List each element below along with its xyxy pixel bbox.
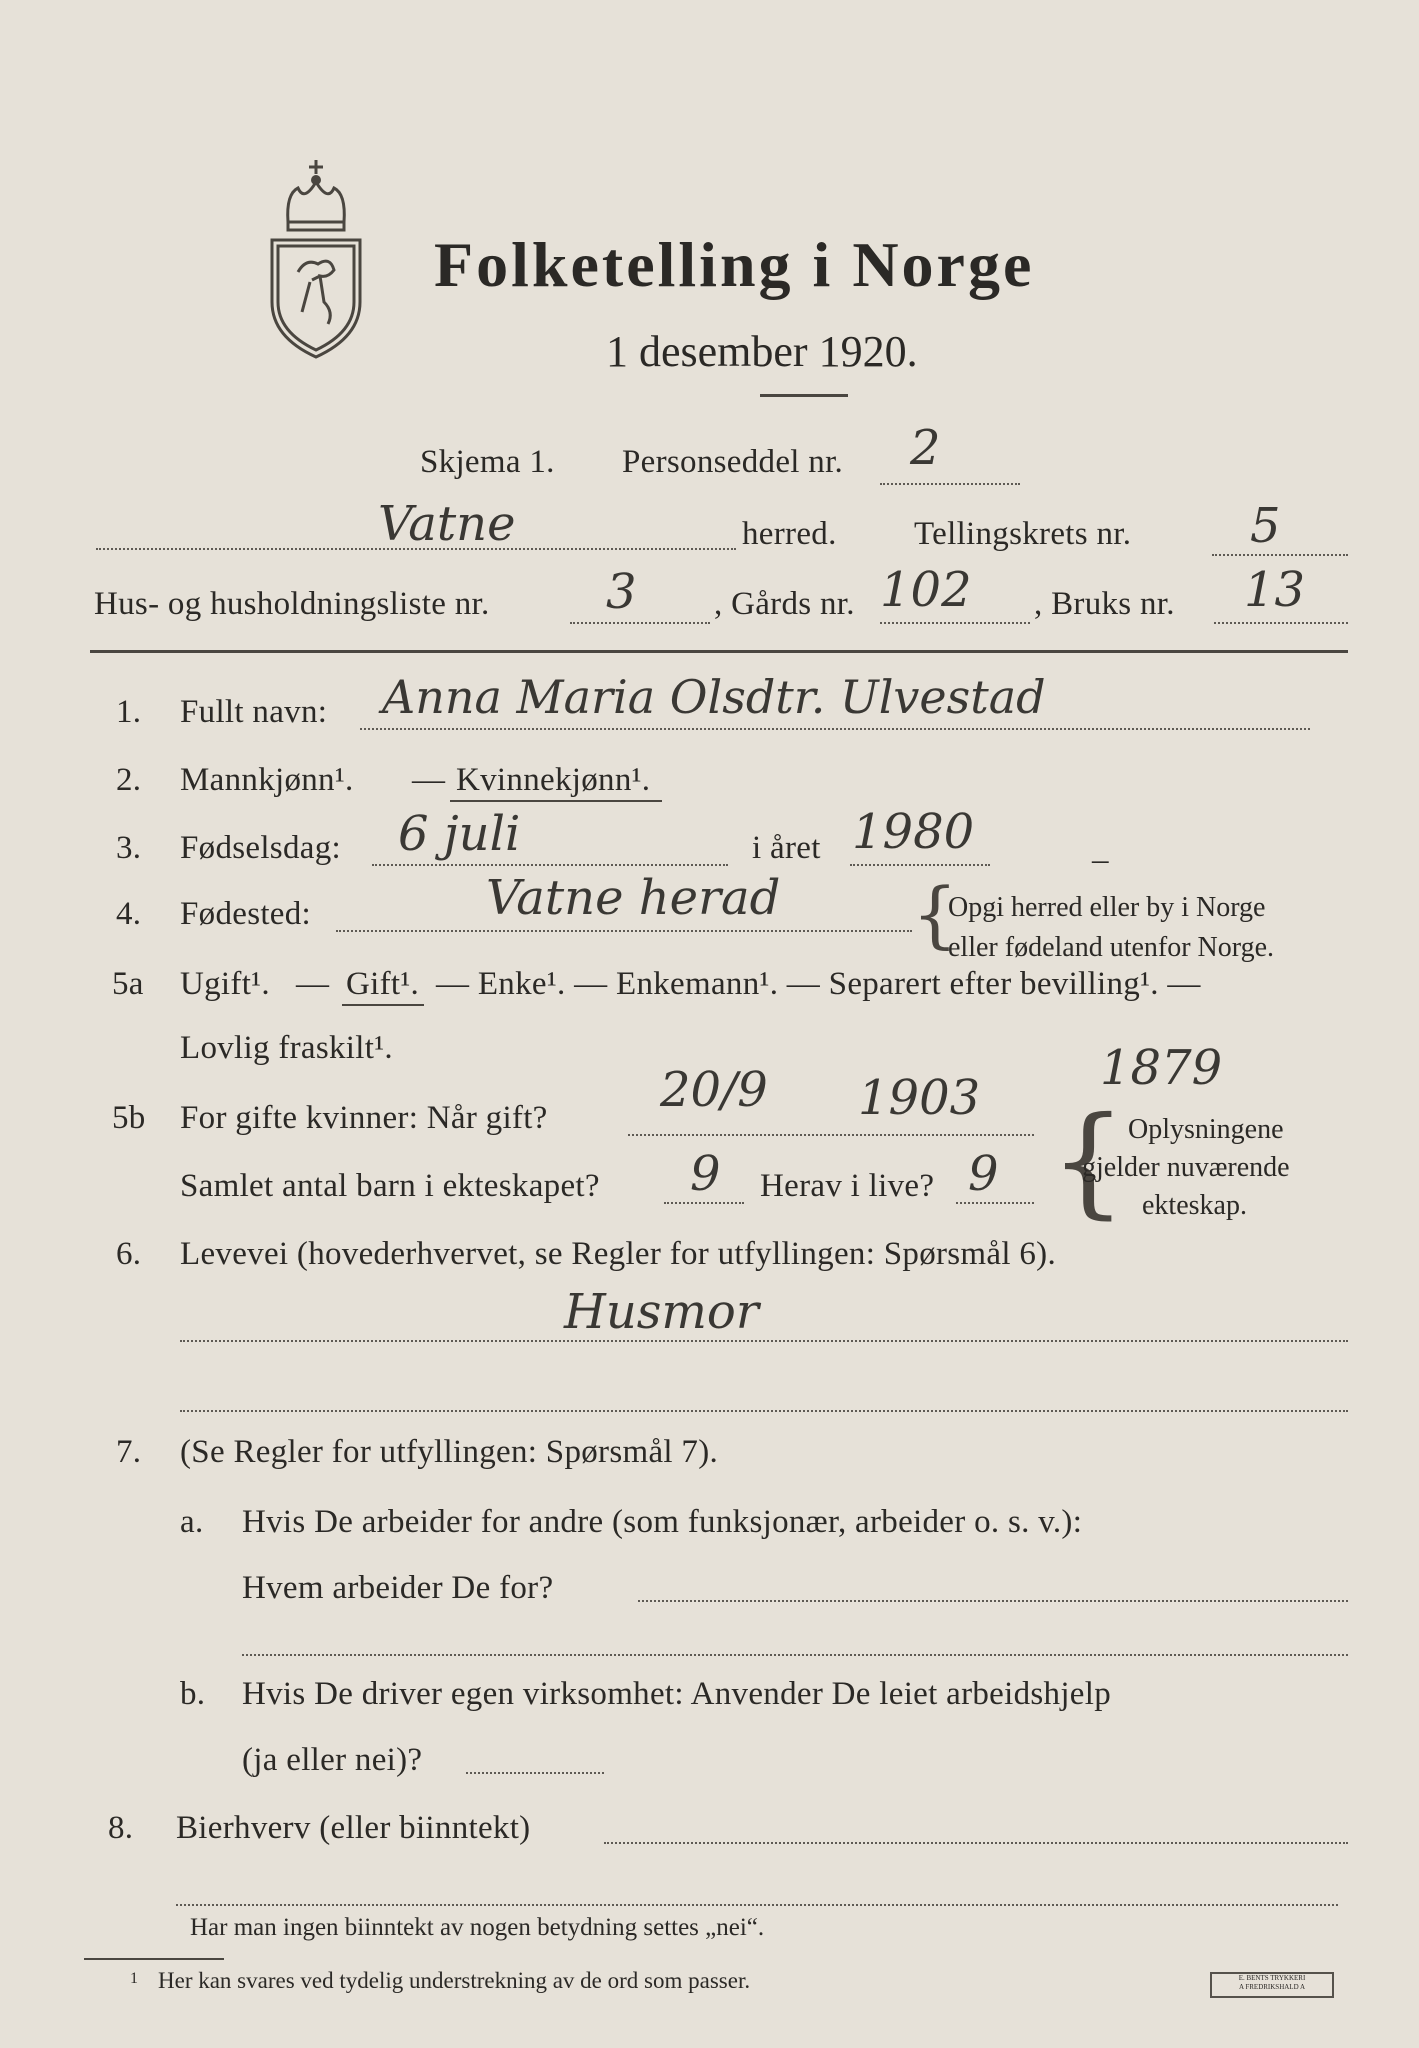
form-title: Folketelling i Norge bbox=[434, 229, 1035, 300]
q5a-rest: — Enke¹. — Enkemann¹. — Separert efter bevilling¹. — bbox=[436, 966, 1201, 1002]
tellingskrets-line bbox=[1212, 554, 1348, 556]
q4-value: Vatne herad bbox=[486, 870, 781, 926]
q3-number: 3. bbox=[116, 830, 142, 866]
q6-label: Levevei (hovederhvervet, se Regler for utfyllingen: Spørsmål 6). bbox=[180, 1236, 1057, 1272]
q5b-year-value: 1903 bbox=[858, 1070, 981, 1126]
bruks-label: , Bruks nr. bbox=[1034, 586, 1175, 622]
header-divider bbox=[90, 650, 1348, 653]
q5b-alive-value: 9 bbox=[968, 1146, 999, 1202]
q3-day-line bbox=[372, 864, 728, 866]
q4-line bbox=[336, 930, 912, 932]
personseddel-line bbox=[880, 483, 1020, 485]
husliste-label: Hus- og husholdningsliste nr. bbox=[94, 586, 490, 622]
herred-label: herred. bbox=[742, 516, 837, 552]
q2-female-underline bbox=[450, 800, 662, 802]
q7-number: 7. bbox=[116, 1434, 142, 1470]
q5a-sep: — bbox=[296, 966, 330, 1002]
q3-dash: – bbox=[1092, 842, 1109, 878]
q1-label: Fullt navn: bbox=[180, 694, 328, 730]
gards-label: , Gårds nr. bbox=[714, 586, 855, 622]
q3-year-line bbox=[850, 864, 990, 866]
biinntekt-note: Har man ingen biinntekt av nogen betydning settes „nei“. bbox=[190, 1914, 765, 1941]
q6-line1 bbox=[180, 1340, 1348, 1342]
q5a-gift: Gift¹. bbox=[346, 966, 420, 1002]
tellingskrets-value: 5 bbox=[1250, 498, 1281, 554]
herred-value: Vatne bbox=[378, 496, 516, 552]
q3-label: Fødselsdag: bbox=[180, 830, 341, 866]
q4-brace: { bbox=[912, 872, 958, 956]
q8-number: 8. bbox=[108, 1810, 134, 1846]
q7a-line-extra bbox=[242, 1654, 1348, 1656]
q1-value: Anna Maria Olsdtr. Ulvestad bbox=[382, 670, 1046, 724]
q3-value: 6 juli bbox=[398, 806, 521, 862]
q8-line bbox=[604, 1842, 1348, 1844]
q2-number: 2. bbox=[116, 762, 142, 798]
norway-coat-of-arms-icon bbox=[258, 152, 374, 362]
q1-line bbox=[360, 728, 1310, 730]
q5b-extra-value: 1879 bbox=[1100, 1040, 1223, 1096]
q5b-children-value: 9 bbox=[690, 1146, 721, 1202]
q6-number: 6. bbox=[116, 1236, 142, 1272]
q2-sep: — bbox=[412, 762, 446, 798]
gards-line bbox=[880, 622, 1030, 624]
q5b-brace: { bbox=[1050, 1092, 1127, 1231]
q5b-alive-label: Herav i live? bbox=[760, 1168, 935, 1204]
printer-stamp-line2: A FREDRIKSHALD A bbox=[1238, 1983, 1306, 1991]
q8-label: Bierhverv (eller biinntekt) bbox=[176, 1810, 531, 1846]
q7a-line bbox=[638, 1600, 1348, 1602]
q4-note-line2: eller fødeland utenfor Norge. bbox=[948, 932, 1275, 963]
tellingskrets-label: Tellingskrets nr. bbox=[914, 516, 1132, 552]
q5b-children-label: Samlet antal barn i ekteskapet? bbox=[180, 1168, 600, 1204]
q1-number: 1. bbox=[116, 694, 142, 730]
q4-number: 4. bbox=[116, 896, 142, 932]
q7a-line1: Hvis De arbeider for andre (som funksjonær, arbeider o. s. v.): bbox=[242, 1504, 1083, 1540]
q7a-letter: a. bbox=[180, 1504, 204, 1540]
title-rule bbox=[760, 394, 848, 397]
q5b-label: For gifte kvinner: Når gift? bbox=[180, 1100, 548, 1136]
q5a-ugift: Ugift¹. bbox=[180, 966, 270, 1002]
q4-label: Fødested: bbox=[180, 896, 312, 932]
census-date: 1 desember 1920. bbox=[606, 327, 918, 376]
q5b-number: 5b bbox=[112, 1100, 146, 1136]
q8-line-extra bbox=[176, 1904, 1338, 1906]
q7b-letter: b. bbox=[180, 1676, 206, 1712]
printer-stamp-line1: E. BENTS TRYKKERI bbox=[1238, 1974, 1306, 1982]
q4-note-line1: Opgi herred eller by i Norge bbox=[948, 892, 1266, 923]
footnote-text: Her kan svares ved tydelig understrekning av de ord som passer. bbox=[158, 1968, 751, 1993]
q5b-date-value: 20/9 bbox=[660, 1062, 768, 1118]
q6-line2 bbox=[180, 1410, 1348, 1412]
q5b-alive-line bbox=[956, 1202, 1034, 1204]
q5a-gift-underline bbox=[342, 1004, 424, 1006]
husliste-line bbox=[570, 622, 710, 624]
husliste-value: 3 bbox=[606, 564, 637, 620]
q5a-line2: Lovlig fraskilt¹. bbox=[180, 1030, 393, 1066]
q3-year-value: 1980 bbox=[852, 804, 975, 860]
footnote-mark: 1 bbox=[130, 1970, 138, 1987]
q5b-children-line bbox=[664, 1202, 744, 1204]
q7b-line2: (ja eller nei)? bbox=[242, 1742, 423, 1778]
q6-value: Husmor bbox=[564, 1284, 759, 1340]
q7-label: (Se Regler for utfyllingen: Spørsmål 7). bbox=[180, 1434, 719, 1470]
q5b-note-line2: gjelder nuværende bbox=[1082, 1152, 1290, 1183]
q2-male: Mannkjønn¹. bbox=[180, 762, 354, 798]
bruks-line bbox=[1214, 622, 1348, 624]
q2-female: Kvinnekjønn¹. bbox=[456, 762, 651, 798]
skjema-label: Skjema 1. bbox=[420, 444, 555, 480]
q3-year-label: i året bbox=[752, 830, 821, 866]
q5a-number: 5a bbox=[112, 966, 144, 1002]
q7b-line1: Hvis De driver egen virksomhet: Anvender De leiet arbeidshjelp bbox=[242, 1676, 1112, 1712]
personseddel-value: 2 bbox=[910, 420, 941, 476]
q5b-note-line3: ekteskap. bbox=[1142, 1190, 1247, 1221]
personseddel-label: Personseddel nr. bbox=[622, 444, 844, 480]
printer-stamp bbox=[1210, 1972, 1334, 1998]
q7a-line2: Hvem arbeider De for? bbox=[242, 1570, 554, 1606]
q5b-date-line bbox=[628, 1134, 1034, 1136]
q7b-line bbox=[466, 1772, 604, 1774]
q5b-note-line1: Oplysningene bbox=[1128, 1114, 1284, 1145]
footnote-rule bbox=[84, 1958, 224, 1960]
bruks-value: 13 bbox=[1244, 562, 1306, 618]
gards-value: 102 bbox=[880, 562, 972, 618]
